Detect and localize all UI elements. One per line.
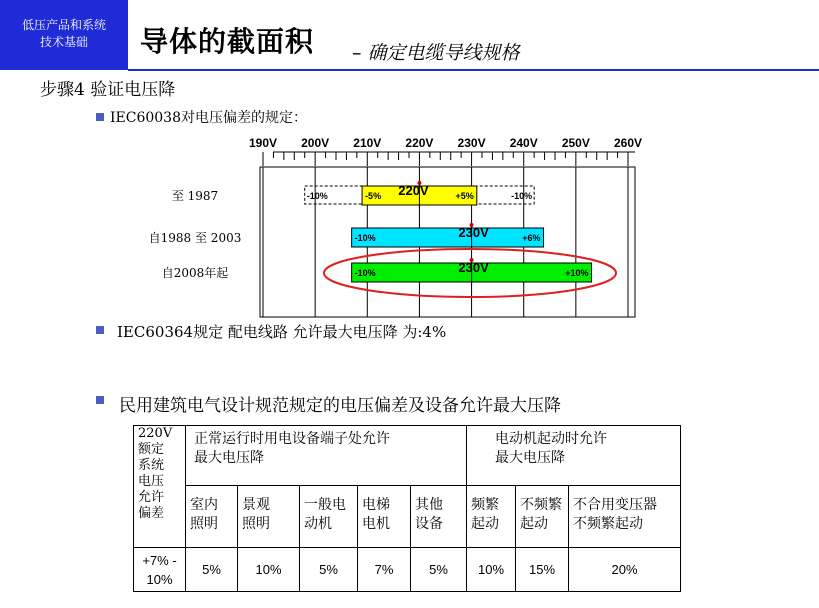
page-title: 导体的截面积 — [140, 25, 315, 58]
table-cell: 10% — [467, 548, 516, 592]
outer-high-label: -10% — [511, 191, 533, 201]
bars — [305, 181, 592, 285]
section-badge-line2: 技术基础 — [39, 35, 88, 49]
minor-ticks — [263, 152, 628, 166]
voltage-drop-table — [133, 425, 681, 592]
x-tick-label: 200V — [301, 136, 330, 150]
group-header-motor-start: 电动机起动时允许 最大电压降 — [467, 426, 681, 486]
table-cell: 5% — [186, 548, 238, 592]
column-header: 室内 照明 — [186, 486, 238, 548]
row-label: 至 1987 — [171, 189, 219, 203]
bar-low-label: -10% — [354, 268, 376, 278]
x-tick-label: 240V — [509, 136, 538, 150]
bar-nominal-label: 220V — [398, 183, 429, 198]
bullet-icon — [96, 396, 104, 404]
bar-nominal-label: 230V — [458, 225, 489, 240]
page-subtitle: – 确定电缆导线规格 — [352, 42, 520, 64]
title-rule — [128, 69, 819, 71]
x-tick-label: 260V — [613, 136, 643, 150]
table-cell: 20% — [569, 548, 681, 592]
column-header: 景观 照明 — [238, 486, 300, 548]
column-header: 电梯 电机 — [358, 486, 411, 548]
outer-low-label: -10% — [306, 191, 328, 201]
x-tick-label: 220V — [405, 136, 434, 150]
column-header: 其他 设备 — [411, 486, 467, 548]
column-header: 不合用变压器 不频繁起动 — [569, 486, 681, 548]
corner-header: 220V 额定 系统 电压 允许 偏差 — [134, 426, 186, 548]
x-tick-label: 190V — [248, 136, 278, 150]
column-header: 不频繁 起动 — [516, 486, 569, 548]
bar-high-label: +6% — [522, 233, 541, 243]
bar-nominal-label: 230V — [458, 260, 489, 275]
bar-low-label: -5% — [365, 191, 382, 201]
bar-high-label: +10% — [565, 268, 589, 278]
column-header: 一般电 动机 — [300, 486, 358, 548]
voltage-range-chart — [130, 130, 650, 320]
table-cell: 7% — [358, 548, 411, 592]
row-label: 自1988 至 2003 — [148, 231, 242, 245]
section-badge-line1: 低压产品和系统 — [21, 18, 106, 32]
bar-high-label: +5% — [455, 191, 474, 201]
column-header: 频繁 起动 — [467, 486, 516, 548]
group-header-normal: 正常运行时用电设备端子处允许 最大电压降 — [186, 426, 467, 486]
x-tick-label: 230V — [457, 136, 486, 150]
table-cell: 15% — [516, 548, 569, 592]
row-label: +7% - 10% — [134, 548, 186, 592]
step-heading: 步骤4 验证电压降 — [40, 80, 176, 100]
table-cell: 10% — [238, 548, 300, 592]
range-bar — [352, 228, 544, 247]
bullet-iec60038: IEC60038对电压偏差的规定： — [110, 110, 307, 126]
bullet-icon — [96, 113, 104, 121]
bullet-icon — [96, 326, 104, 334]
row-labels — [149, 189, 242, 280]
x-tick-label: 210V — [353, 136, 382, 150]
table-cell: 5% — [300, 548, 358, 592]
row-label: 自2008年起 — [161, 266, 229, 280]
bar-low-label: -10% — [354, 233, 376, 243]
x-tick-labels — [249, 136, 642, 150]
bullet-civil-code: 民用建筑电气设计规范规定的电压偏差及设备允许最大压降 — [119, 396, 561, 416]
section-badge — [0, 0, 128, 70]
x-tick-label: 250V — [561, 136, 590, 150]
bullet-iec60364: IEC60364规定 配电线路 允许最大电压降 为:4% — [117, 323, 447, 341]
table-cell: 5% — [411, 548, 467, 592]
